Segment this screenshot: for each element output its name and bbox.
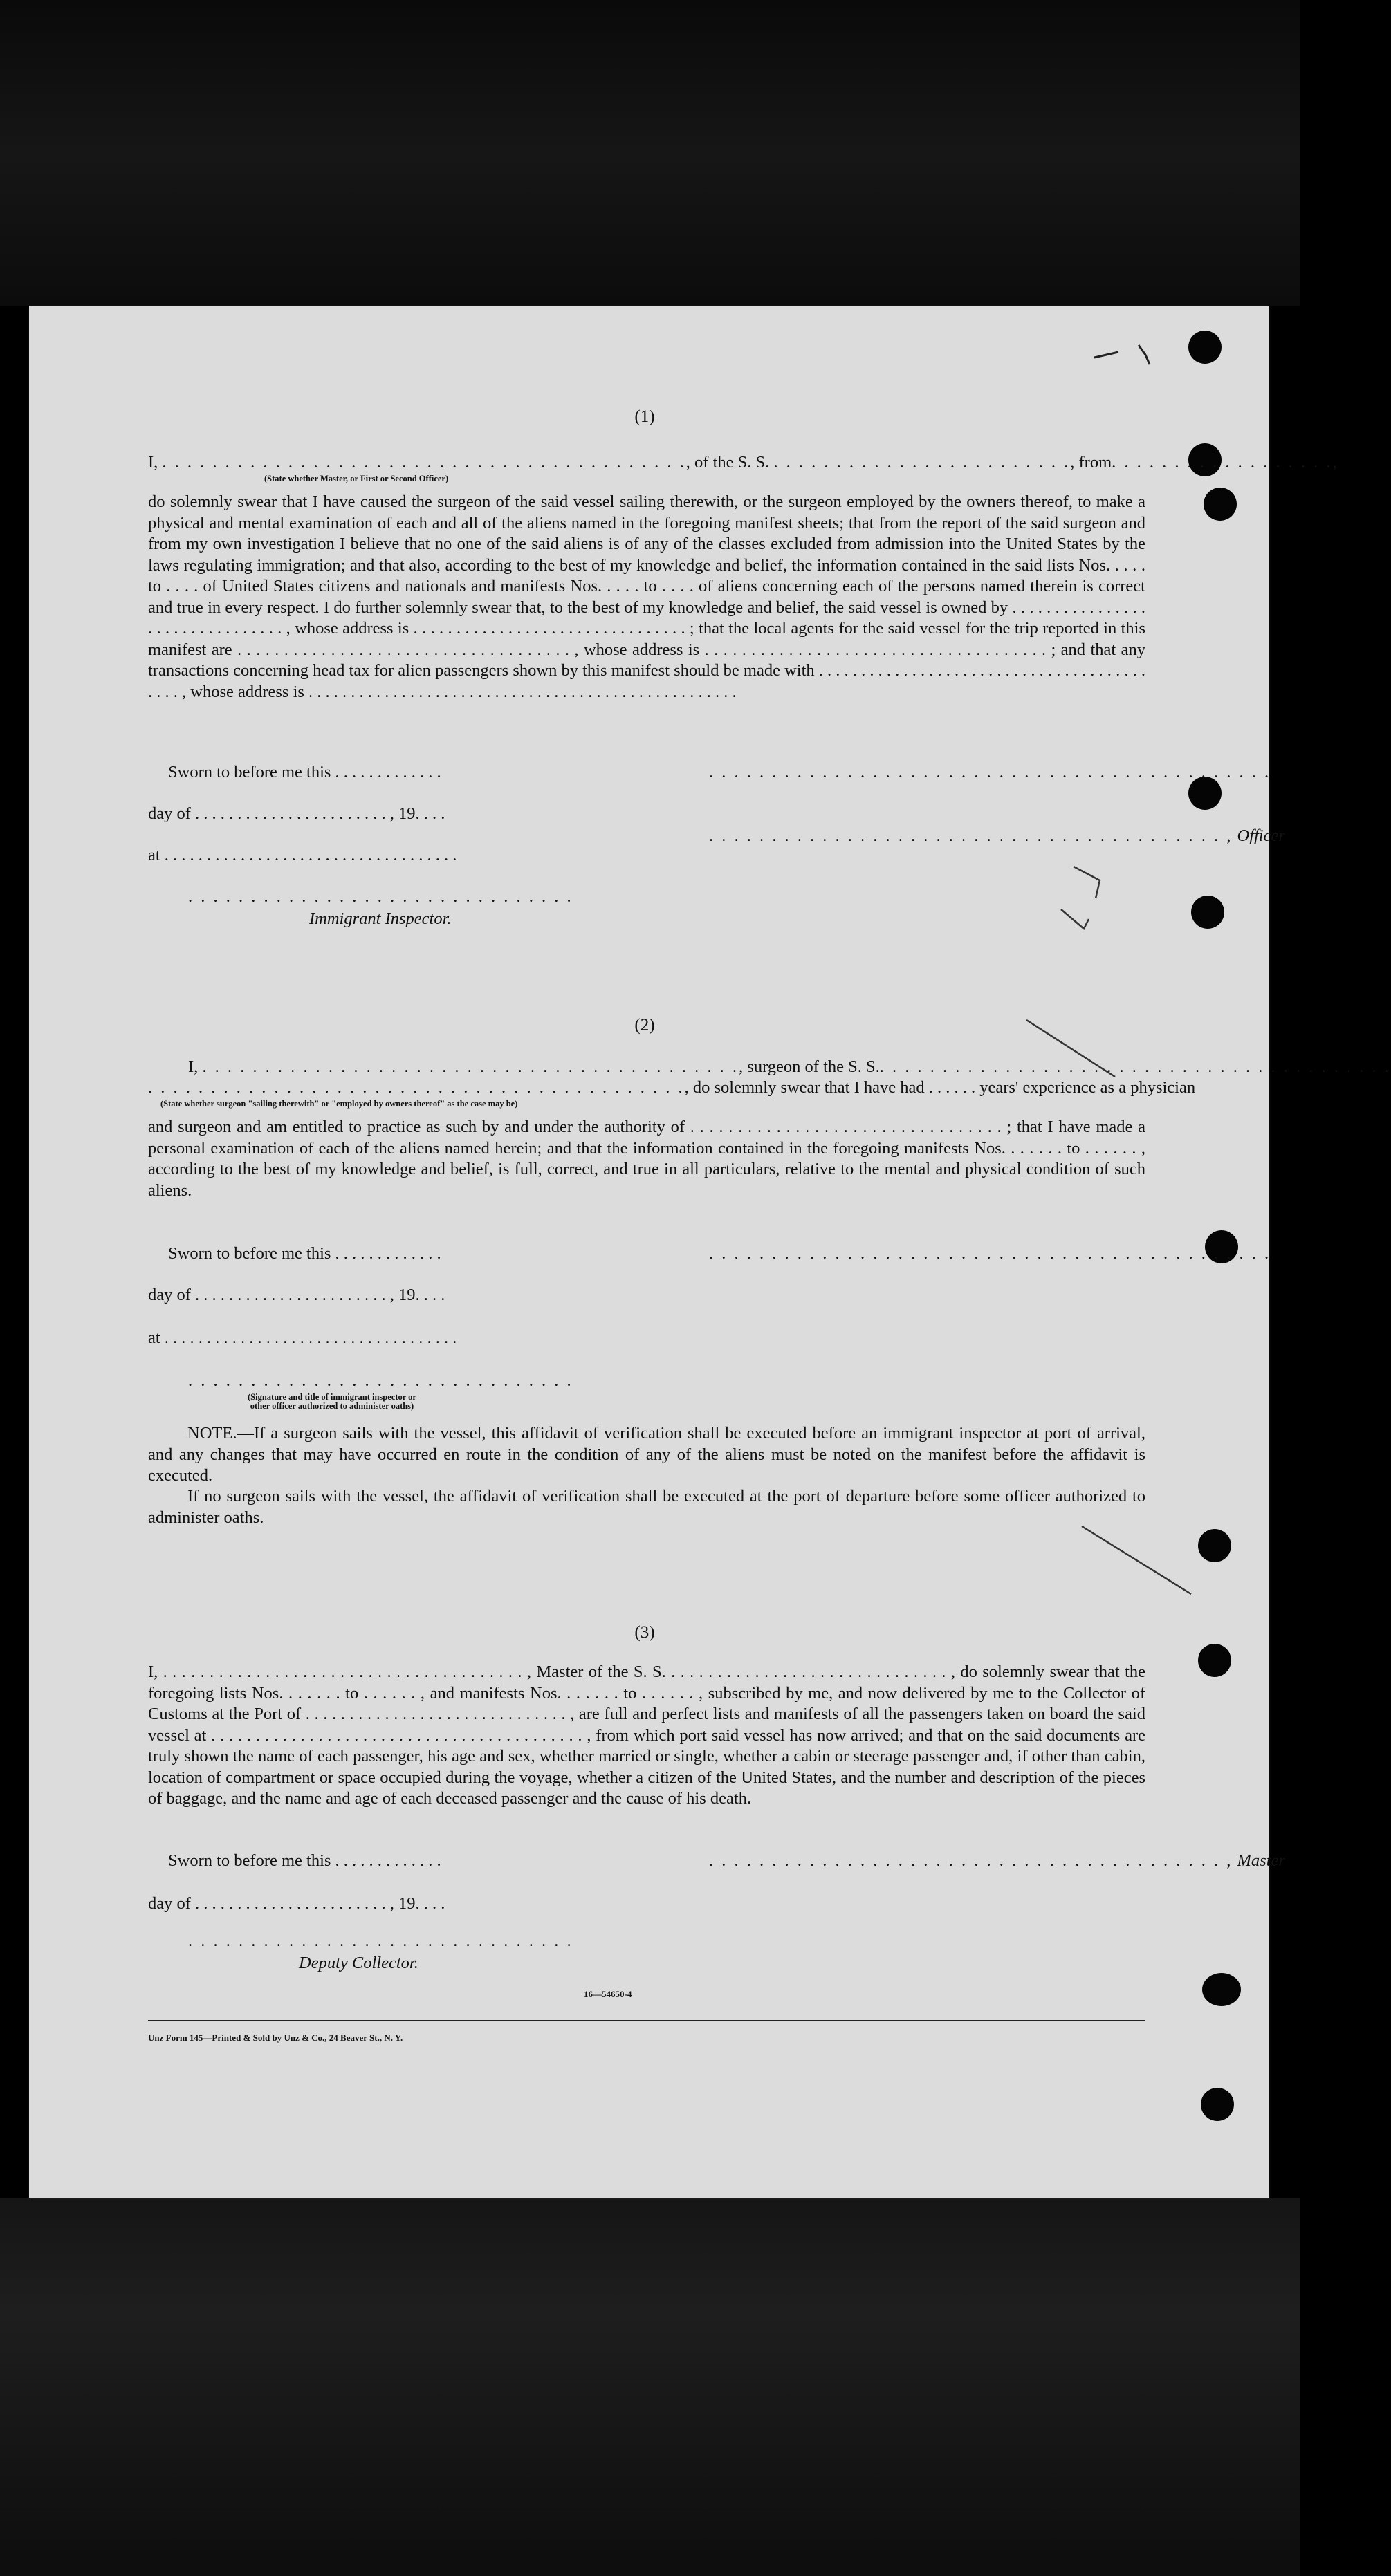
section-2-at-line: at . . . . . . . . . . . . . . . . . . . . . . . . . . . . . . . . . . . [148, 1328, 457, 1347]
section-3-sworn-line: Sworn to before me this . . . . . . . . . . . . . [168, 1851, 441, 1870]
section-1-title-note: (State whether Master, or First or Second Officer) [264, 474, 449, 483]
section-1-line-1 [148, 453, 1339, 472]
section-1-inspector-label: Immigrant Inspector. [309, 909, 452, 928]
section-3-day-line: day of . . . . . . . . . . . . . . . . . . . . . . . , 19. . . . [148, 1894, 445, 1913]
section-2-name-blank: . . . . . . . . . . . . . . . . . . . . . . . . . . . . . . . . . . . . . . . . . . . [202, 1057, 739, 1076]
pencil-mark [1046, 860, 1157, 943]
section-2-surgeon-label: , surgeon of the S. S. [739, 1057, 880, 1076]
section-1-vessel-blank: . . . . . . . . . . . . . . . . . . . . . . . . [773, 453, 1071, 472]
section-1-officer-title-line [709, 826, 1285, 846]
section-2-oath-text: and surgeon and am entitled to practice as such by and under the authority of . . . . . . . . . . . . . . . . . . . . . . . . . . . . . . . . . ; that I have made a personal examination of each of the aliens named herein; and that the information contained in the foregoing manifests Nos. . . . . . . to . . . . . . , according to the best of my knowledge and belief, is full, correct, and true in all particulars, relative to the mental and physical condition of such aliens. [148, 1118, 1145, 1200]
section-1-number: (1) [634, 407, 655, 426]
punch-hole [1191, 896, 1224, 929]
scan-background-bottom [0, 2198, 1300, 2576]
section-2-surgeon-note: (State whether surgeon "sailing therewith" or "employed by owners thereof" as the case may be) [160, 1099, 518, 1109]
section-3-master-blank: . . . . . . . . . . . . . . . . . . . . . . . . . . . . . . . . . . . . . . . . . , [709, 1851, 1233, 1870]
section-2-experience-text: , do solemnly swear that I have had . . . . . . years' experience as a physician [684, 1078, 1196, 1097]
section-1-officer-label: Officer [1237, 826, 1285, 845]
scan-background-top [0, 0, 1300, 306]
section-3-oath-text: I, . . . . . . . . . . . . . . . . . . . . . . . . . . . . . . . . . . . . . . . , Master of the S. S. . . . . . . . . . . . . . . . . . . . . . . . . . . . . . . , do solemnly swear that the foregoing lists Nos. . . . . . . to . . . . . . , and manifests Nos. . . . . . . to . . . . . . , subscribed by me, and now delivered by me to the Collector of Customs at the Port of . . . . . . . . . . . . . . . . . . . . . . . . . . . . . . , are full and perfect lists and manifests of all the passengers taken on board the said vessel at . . . . . . . . . . . . . . . . . . . . . . . . . . . . . . . . . . . . . . . . . . , from which port said vessel has now arrived; and that on the said documents are truly shown the name of each passenger, his age and sex, whether married or single, whether a cabin or steerage passenger and, if other than cabin, location of compartment or space occupied during the voyage, whether a citizen of the United States, and the number and description of the pieces of baggage, and the name and age of each deceased passenger and the cause of his death. [148, 1662, 1145, 1808]
section-2-day-line: day of . . . . . . . . . . . . . . . . . . . . . . . , 19. . . . [148, 1286, 445, 1304]
punch-hole [1202, 1973, 1241, 2006]
section-1-inspector-signature-line: . . . . . . . . . . . . . . . . . . . . . . . . . . . . . . . [188, 887, 573, 906]
section-1-officer-title-blank: . . . . . . . . . . . . . . . . . . . . . . . . . . . . . . . . . . . . . . . . . , [709, 826, 1233, 845]
section-1-day-line: day of . . . . . . . . . . . . . . . . . . . . . . . , 19. . . . [148, 804, 445, 823]
section-3-number: (3) [634, 1623, 655, 1642]
section-1-from-label: , from [1070, 453, 1112, 472]
form-number: 16—54650-4 [584, 1989, 632, 1999]
punch-hole [1198, 1644, 1231, 1677]
section-3-collector-label: Deputy Collector. [299, 1954, 418, 1972]
section-2-note-paragraph-2: If no surgeon sails with the vessel, the affidavit of verification shall be executed at the port of departure before some officer authorized to administer oaths. [148, 1487, 1145, 1527]
section-3-collector-signature-line: . . . . . . . . . . . . . . . . . . . . . . . . . . . . . . . [188, 1931, 573, 1950]
document-page [29, 306, 1391, 2198]
section-2-line-2 [148, 1078, 1195, 1097]
section-1-sworn-line: Sworn to before me this . . . . . . . . . . . . . [168, 763, 441, 781]
section-2-pronoun: I, [188, 1057, 199, 1076]
footer-rule [148, 2020, 1145, 2021]
section-3-master-signature-line [709, 1851, 1285, 1871]
printer-imprint: Unz Form 145—Printed & Sold by Unz & Co., 24 Beaver St., N. Y. [148, 2032, 403, 2043]
section-1-of-ss-label: , of the S. S. [685, 453, 770, 472]
section-2-sworn-line: Sworn to before me this . . . . . . . . . . . . . [168, 1244, 441, 1263]
pencil-mark [1074, 1518, 1205, 1601]
section-2-note-paragraph-1: NOTE.—If a surgeon sails with the vessel, this affidavit of verification shall be executed before an immigrant inspector at port of arrival, and any changes that may have occurred en route in the condition of any of the aliens must be noted on the manifest before the affidavit is executed. [148, 1424, 1145, 1485]
punch-hole [1201, 2088, 1234, 2121]
section-1-from-blank: . . . . . . . . . . . . . . . . . ., [1112, 453, 1339, 472]
section-2-vessel-blank: . . . . . . . . . . . . . . . . . . . . . . . . . . . . . . . . . . . . . . . . . [879, 1057, 1391, 1076]
section-1-at-line: at . . . . . . . . . . . . . . . . . . . . . . . . . . . . . . . . . . . [148, 846, 457, 864]
section-2-number: (2) [634, 1016, 655, 1035]
section-2-type-blank: . . . . . . . . . . . . . . . . . . . . . . . . . . . . . . . . . . . . . . . . . . . [148, 1078, 685, 1097]
pencil-mark [1053, 334, 1163, 376]
section-1-name-blank: . . . . . . . . . . . . . . . . . . . . . . . . . . . . . . . . . . . . . . . . . . [162, 453, 686, 472]
section-2-signature-line: . . . . . . . . . . . . . . . . . . . . . . . . . . . . . . . . . . . . . . . . . . . . . [709, 1244, 1271, 1263]
punch-hole [1188, 331, 1222, 364]
punch-hole [1204, 488, 1237, 521]
section-1-oath-text: do solemnly swear that I have caused the surgeon of the said vessel sailing therewith, or the surgeon employed by the owners thereof, to make a physical and mental examination of each and all of the aliens named in the foregoing manifest sheets; that from the report of the said surgeon and from my own investigation I believe that no one of the said aliens is of any of the classes excluded from admission into the United States by the laws regulating immigration; and that also, according to the best of my knowledge and belief, the information contained in the said lists Nos. . . . . to . . . . of United States citizens and nationals and manifests Nos. . . . . to . . . . of aliens concerning each of the persons named therein is correct and true in every respect. I do further solemnly swear that, to the best of my knowledge and belief, the said vessel is owned by . . . . . . . . . . . . . . . . . . . . . . . . . . . . . . . . , whose address is . . . . . . . . . . . . . . . . . . . . . . . . . . . . . . . . ; that the local agents for the said vessel for the trip reported in this manifest are . . . . . . . . . . . . . . . . . . . . . . . . . . . . . . . . . . . . , whose address is . . . . . . . . . . . . . . . . . . . . . . . . . . . . . . . . . . . . . ; and that any transactions concerning head tax for alien passengers shown by this manifest should be made with . . . . . . . . . . . . . . . . . . . . . . . . . . . . . . . . . . . . . . . . . . . , whose address is . . . . . . . . . . . . . . . . . . . . . . . . . . . . . . . . . . . . . . . . . . . . . . . . . . . [148, 492, 1145, 701]
section-2-signature-note-2: other officer authorized to administer oaths) [250, 1401, 414, 1411]
section-2-line-1 [188, 1057, 1391, 1077]
section-2-signature-note-1: (Signature and title of immigrant inspector or [248, 1392, 416, 1402]
section-1-officer-signature-line: . . . . . . . . . . . . . . . . . . . . . . . . . . . . . . . . . . . . . . . . . . . . . [709, 763, 1271, 781]
section-2-inspector-signature-line: . . . . . . . . . . . . . . . . . . . . . . . . . . . . . . . [188, 1371, 573, 1390]
section-1-pronoun: I, [148, 453, 158, 472]
section-3-master-label: Master [1237, 1851, 1285, 1870]
